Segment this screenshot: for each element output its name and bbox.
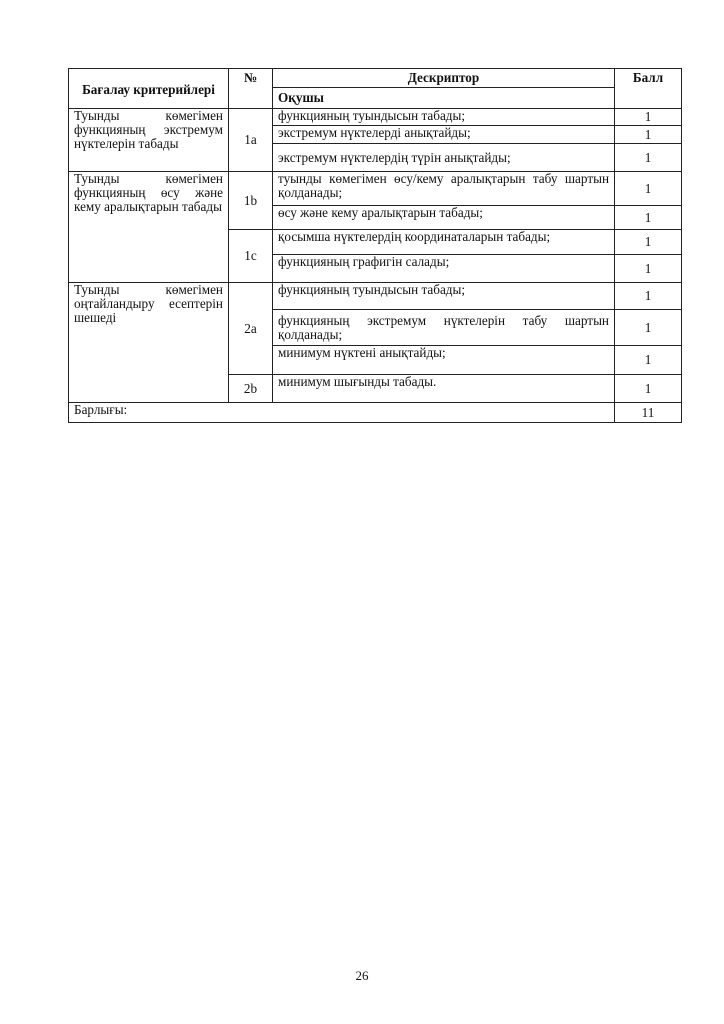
- item-number-1c: 1c: [229, 230, 273, 283]
- criterion-1: Туынды көмегімен функцияның экстремум нүктелерін табады: [69, 109, 229, 172]
- descriptor-5: өсу және кему аралықтарын табады;: [273, 206, 615, 230]
- score-11: 1: [615, 375, 682, 403]
- descriptor-11: минимум шығынды табады.: [273, 375, 615, 403]
- score-7: 1: [615, 255, 682, 283]
- criterion-3: Туынды көмегімен оңтайландыру есептерін шешеді: [69, 283, 229, 403]
- score-8: 1: [615, 283, 682, 310]
- total-label: Барлығы:: [69, 403, 615, 423]
- header-number: №: [229, 69, 273, 109]
- descriptor-2: экстремум нүктелерді анықтайды;: [273, 126, 615, 144]
- descriptor-10: минимум нүктені анықтайды;: [273, 346, 615, 375]
- descriptor-3: экстремум нүктелердің түрін анықтайды;: [273, 144, 615, 172]
- score-4: 1: [615, 172, 682, 206]
- page-number: 26: [355, 968, 369, 983]
- assessment-rubric-table: [68, 68, 682, 423]
- descriptor-6: қосымша нүктелердің координаталарын табады;: [273, 230, 615, 255]
- item-number-1b: 1b: [229, 172, 273, 230]
- item-number-2a: 2a: [229, 283, 273, 375]
- descriptor-8: функцияның туындысын табады;: [273, 283, 615, 310]
- header-learner: Оқушы: [273, 88, 615, 109]
- score-5: 1: [615, 206, 682, 230]
- header-score: Балл: [615, 69, 682, 109]
- item-number-2b: 2b: [229, 375, 273, 403]
- descriptor-1: функцияның туындысын табады;: [273, 109, 615, 126]
- score-10: 1: [615, 346, 682, 375]
- descriptor-4: туынды көмегімен өсу/кему аралықтарын табу шартын қолданады;: [273, 172, 615, 206]
- criterion-2: Туынды көмегімен функцияның өсу және кему аралықтарын табады: [69, 172, 229, 283]
- score-9: 1: [615, 310, 682, 346]
- score-1: 1: [615, 109, 682, 126]
- score-6: 1: [615, 230, 682, 255]
- score-2: 1: [615, 126, 682, 144]
- total-value: 11: [615, 403, 682, 423]
- header-criteria: Бағалау критерийлері: [69, 69, 229, 109]
- score-3: 1: [615, 144, 682, 172]
- descriptor-7: функцияның графигін салады;: [273, 255, 615, 283]
- item-number-1a: 1a: [229, 109, 273, 172]
- descriptor-9: функцияның экстремум нүктелерін табу шартын қолданады;: [273, 310, 615, 346]
- header-descriptor: Дескриптор: [273, 69, 615, 88]
